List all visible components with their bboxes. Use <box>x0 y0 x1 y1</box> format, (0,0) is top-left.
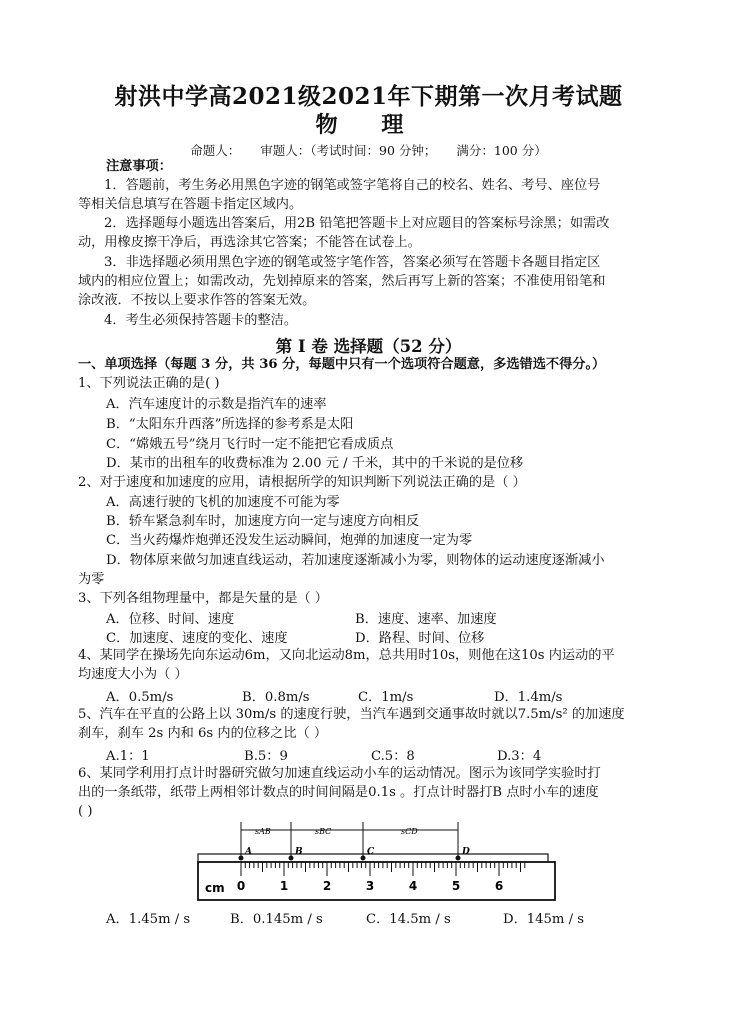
q5-option-b: B.5：9 <box>244 749 288 764</box>
question-2-stem: 2、对于速度和加速度的应用，请根据所学的知识判断下列说法正确的是（ ） <box>78 475 526 490</box>
note-line: 动，用橡皮擦干净后，再选涂其它答案；不能答在试卷上。 <box>78 235 421 250</box>
question-3-stem: 3、下列各组物理量中，都是矢量的是（ ） <box>78 591 328 606</box>
q6-option-a: A．1.45m / s <box>106 912 191 927</box>
point-label-c: C <box>367 847 375 857</box>
q1-option-d: D．某市的出租车的收费标准为 2.00 元 / 千米，其中的千米说的是位移 <box>106 456 524 471</box>
question-1-stem: 1、下列说法正确的是( ) <box>78 376 220 391</box>
subject-title: 物 理 <box>315 112 422 138</box>
exam-title: 射洪中学高2021级2021年下期第一次月考试题 <box>114 83 623 110</box>
section-title: 第 I 卷 选择题（52 分） <box>275 337 462 356</box>
ruler-number: 3 <box>365 879 375 893</box>
tape-point-b <box>289 856 294 861</box>
ruler-number: 5 <box>451 879 461 893</box>
q2-option-b: B．轿车紧急刹车时，加速度方向一定与速度方向相反 <box>106 514 420 529</box>
q4-option-d: D．1.4m/s <box>494 690 563 705</box>
tape-ruler-svg <box>195 818 560 903</box>
meta-score: 满分：100 分） <box>456 143 547 158</box>
ruler-number: 4 <box>408 879 418 893</box>
q4-option-b: B．0.8m/s <box>242 690 310 705</box>
q2-option-c: C．当火药爆炸炮弹还没发生运动瞬间，炮弹的加速度一定为零 <box>106 533 473 548</box>
ruler-unit: cm <box>205 881 225 895</box>
tape-point-d <box>456 856 461 861</box>
meta-reviewer-time: 审题人：（考试时间：90 分钟； <box>260 143 437 158</box>
q3-option-d: D．路程、时间、位移 <box>355 631 485 646</box>
q6-option-c: C．14.5m / s <box>366 912 451 927</box>
note-line: 1．答题前，考生务必用黑色字迹的钢笔或签字笔将自己的校名、姓名、考号、座位号 <box>104 178 601 193</box>
tape-point-a <box>239 856 244 861</box>
question-4-stem: 4、某同学在操场先向东运动6m，又向北运动8m，总共用时10s，则他在这10s 内运动的平 <box>78 648 615 663</box>
question-6-stem-paren: ( ) <box>78 804 93 819</box>
q1-option-c: C．“嫦娥五号”绕月飞行时一定不能把它看成质点 <box>106 437 394 452</box>
q3-option-c: C．加速度、速度的变化、速度 <box>106 631 288 646</box>
q2-option-d: D．物体原来做匀加速直线运动，若加速度逐渐减小为零，则物体的运动速度逐渐减小 <box>106 553 605 568</box>
part-heading: 一、单项选择（每题 3 分，共 36 分，每题中只有一个选项符合题意，多选错选不得分。） <box>78 357 606 372</box>
note-line: 3．非选择题必须用黑色字迹的钢笔或签字笔作答，答案必须写在答题卡各题目指定区 <box>104 255 601 270</box>
q5-option-c: C.5：8 <box>371 749 415 764</box>
note-line: 等相关信息填写在答题卡指定区域内。 <box>78 197 303 212</box>
q3-option-b: B．速度、速率、加速度 <box>355 612 497 627</box>
note-line: 2．选择题每小题选出答案后，用2B 铅笔把答题卡上对应题目的答案标号涂黑；如需改 <box>104 216 610 231</box>
ruler-number: 6 <box>494 879 504 893</box>
notes-heading: 注意事项： <box>106 159 172 174</box>
ruler-number: 1 <box>279 879 289 893</box>
question-6-stem: 6、某同学利用打点计时器研究做匀加速直线运动小车的运动情况。图示为该同学实验时打 <box>78 766 601 781</box>
question-5-stem: 5、汽车在平直的公路上以 30m/s 的速度行驶，当汽车遇到交通事故时就以7.5m/s² 的加速度 <box>78 707 625 722</box>
question-4-stem-cont: 均速度大小为（ ） <box>78 667 188 682</box>
point-label-d: D <box>462 847 470 857</box>
q6-option-b: B．0.145m / s <box>230 912 323 927</box>
q3-option-a: A．位移、时间、速度 <box>106 612 235 627</box>
question-5-stem-cont: 刹车，刹车 2s 内和 6s 内的位移之比（ ） <box>78 726 328 741</box>
ruler-number: 0 <box>236 879 246 893</box>
q1-option-b: B．“太阳东升西落”所选择的参考系是太阳 <box>106 417 354 432</box>
tape-point-c <box>361 856 366 861</box>
tape-ruler-figure <box>195 818 560 907</box>
note-line: 4．考生必须保持答题卡的整洁。 <box>104 313 298 328</box>
ruler-number: 2 <box>322 879 332 893</box>
question-6-stem-cont: 出的一条纸带，纸带上两相邻计数点的时间间隔是0.1s 。打点计时器打B 点时小车的速度 <box>78 785 599 800</box>
note-line: 涂改液．不按以上要求作答的答案无效。 <box>78 293 316 308</box>
q5-option-a: A.1：1 <box>106 749 150 764</box>
q1-option-a: A．汽车速度计的示数是指汽车的速率 <box>106 397 327 412</box>
q4-option-a: A．0.5m/s <box>106 690 174 705</box>
segment-label-ab: sAB <box>255 827 271 836</box>
note-line: 域内的相应位置上；如需改动，先划掉原来的答案，然后再写上新的答案；不准使用铅笔和 <box>78 274 606 289</box>
q5-option-d: D.3：4 <box>497 749 542 764</box>
q2-option-d-cont: 为零 <box>78 572 105 587</box>
meta-setter: 命题人： <box>190 143 241 158</box>
q2-option-a: A．高速行驶的飞机的加速度不可能为零 <box>106 495 340 510</box>
segment-label-bc: sBC <box>315 827 332 836</box>
point-label-b: B <box>295 847 303 857</box>
segment-label-cd: sCD <box>401 827 418 836</box>
q4-option-c: C．1m/s <box>358 690 414 705</box>
dimension-lines <box>241 822 458 858</box>
q6-option-d: D．145m / s <box>503 912 585 927</box>
point-label-a: A <box>245 847 252 857</box>
